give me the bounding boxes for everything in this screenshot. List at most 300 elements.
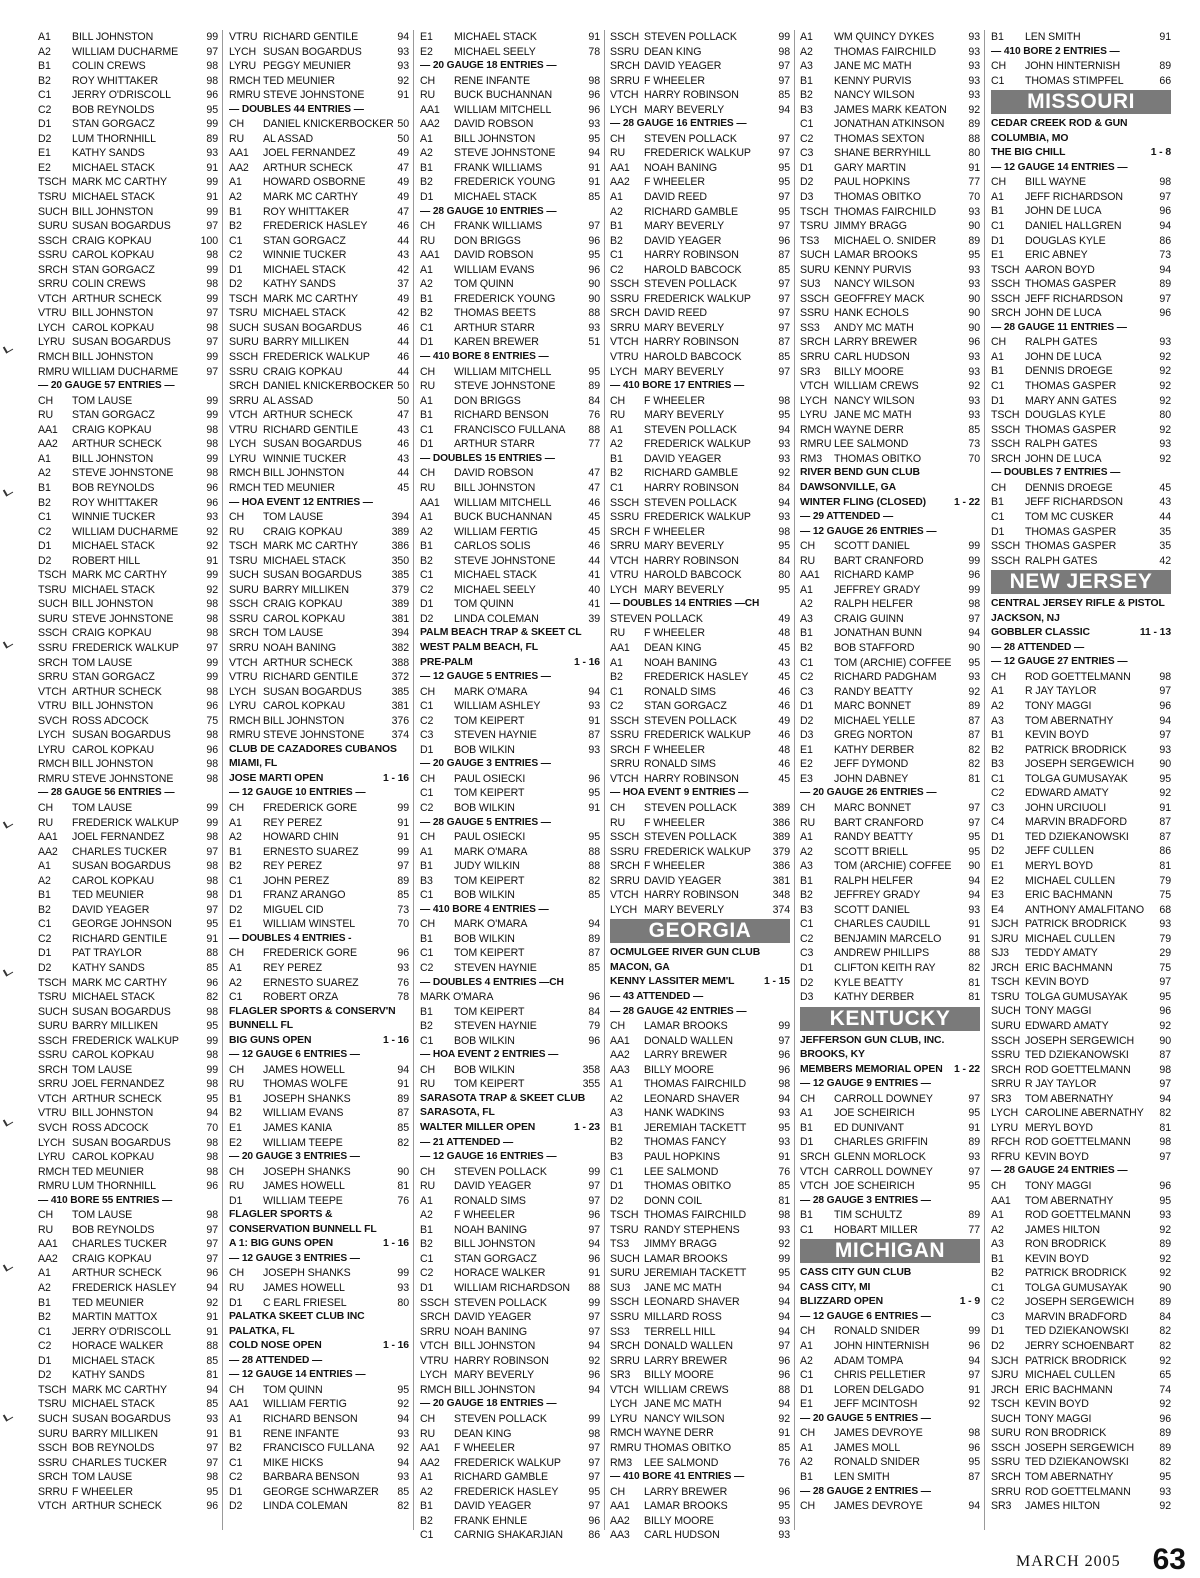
shooter-name: CAROL KOPKAU xyxy=(263,612,346,625)
shooter-class: A1 xyxy=(420,1471,433,1484)
shooter-score: 95 xyxy=(1159,1470,1171,1483)
shooter-name: JEFF RICHARDSON xyxy=(1025,496,1123,509)
shooter-score: 94 xyxy=(1159,220,1171,233)
shooter-class: SRCH xyxy=(38,1471,68,1484)
shooter-name: HOBART MILLER xyxy=(834,1223,918,1236)
shooter-name: FREDERICK WALKUP xyxy=(263,351,370,364)
result-row xyxy=(420,1252,600,1267)
shooter-class: RFCH xyxy=(991,1136,1021,1149)
shooter-name: BILL JOHNSTON xyxy=(72,307,154,320)
shooter-name: F WHEELER xyxy=(644,816,705,829)
shooter-class: LYCH xyxy=(420,1369,448,1382)
shooter-class: C1 xyxy=(38,1325,52,1338)
shooter-class: CH xyxy=(610,801,626,814)
shooter-name: TED DZIEKANOWSKI xyxy=(1025,1325,1129,1338)
shooter-score: 91 xyxy=(397,89,409,102)
shooter-name: FREDERICK HASLEY xyxy=(72,1282,177,1295)
shooter-name: MICHAEL STACK xyxy=(454,31,537,43)
shooter-name: DONN COIL xyxy=(644,1194,702,1207)
shooter-score: 92 xyxy=(588,1354,600,1367)
shooter-name: DAVID YEAGER xyxy=(454,1500,532,1513)
result-row xyxy=(991,277,1171,292)
result-row xyxy=(420,1427,600,1442)
result-row xyxy=(610,1528,790,1543)
shooter-score: 85 xyxy=(968,423,980,436)
result-row xyxy=(38,30,218,45)
shooter-score: 91 xyxy=(397,831,409,844)
shooter-name: BUCK BUCHANNAN xyxy=(454,511,553,524)
shooter-score: 85 xyxy=(778,89,790,102)
shooter-class: SSRU xyxy=(800,307,830,320)
shooter-score: 99 xyxy=(778,1020,790,1033)
shooter-class: D3 xyxy=(800,191,814,204)
shooter-class: SSRU xyxy=(38,641,68,654)
result-row xyxy=(991,1106,1171,1121)
shooter-name: JAMES MOLL xyxy=(834,1441,901,1454)
shooter-score: 98 xyxy=(778,394,790,407)
shooter-class: SURU xyxy=(38,1020,68,1033)
shooter-name: STEVEN POLLACK xyxy=(454,1296,547,1309)
result-row xyxy=(38,568,218,583)
result-row xyxy=(420,408,600,423)
result-row xyxy=(38,1019,218,1034)
result-row xyxy=(800,597,980,612)
shooter-class: AA1 xyxy=(991,1194,1011,1207)
shooter-score: 94 xyxy=(1159,714,1171,727)
shooter-name: BARRY MILLIKEN xyxy=(263,583,349,596)
shooter-class: SURU xyxy=(991,1020,1021,1032)
shooter-name: TED MEUNIER xyxy=(263,481,335,494)
event-header-text: — 20 GAUGE 5 ENTRIES — xyxy=(800,1412,931,1424)
shooter-score: 91 xyxy=(1159,31,1171,43)
shooter-name: NANCY WILSON xyxy=(834,89,915,102)
club-info xyxy=(800,1266,980,1281)
shooter-class: D1 xyxy=(229,1194,243,1207)
shooter-score: 97 xyxy=(778,307,790,320)
result-row xyxy=(610,1514,790,1529)
shooter-name: CARROLL DOWNEY xyxy=(834,1165,933,1178)
shooter-class: D1 xyxy=(420,191,434,204)
shooter-class: C1 xyxy=(610,249,624,262)
shooter-class: SSCH xyxy=(991,1034,1021,1047)
shooter-name: WILLIAM WINSTEL xyxy=(263,918,356,931)
shooter-score: 98 xyxy=(206,74,218,87)
shooter-score: 94 xyxy=(778,1325,790,1338)
event-header-text: — 12 GAUGE 16 ENTRIES — xyxy=(420,1151,557,1163)
club-info xyxy=(229,743,409,758)
result-row xyxy=(610,1339,790,1354)
shooter-name: NANCY WILSON xyxy=(834,394,915,407)
shooter-class: B1 xyxy=(800,1121,813,1134)
event-header xyxy=(991,655,1171,670)
result-row xyxy=(38,1266,218,1281)
event-header-text: — 12 GAUGE 6 ENTRIES — xyxy=(800,1310,931,1322)
shooter-name: SCOTT DANIEL xyxy=(834,903,910,916)
shooter-class: A1 xyxy=(610,656,623,669)
shooter-score: 92 xyxy=(1159,1020,1171,1032)
shooter-score: 90 xyxy=(968,307,980,320)
shooter-score: 93 xyxy=(968,74,980,87)
shooter-name: CARL HUDSON xyxy=(834,351,910,364)
shooter-class: TSRU xyxy=(38,191,67,204)
shooter-class: B1 xyxy=(420,292,433,305)
shooter-score: 39 xyxy=(588,612,600,625)
shooter-class: LYCH xyxy=(229,45,257,58)
shooter-score: 43 xyxy=(1159,496,1171,509)
result-row xyxy=(800,859,980,874)
shooter-score: 89 xyxy=(968,1136,980,1149)
shooter-score: 80 xyxy=(397,1296,409,1309)
shooter-name: NOAH BANING xyxy=(644,161,718,174)
result-row xyxy=(38,1223,218,1238)
shooter-score: 389 xyxy=(391,525,409,538)
result-row xyxy=(991,1426,1171,1441)
shooter-name: TED MEUNIER xyxy=(263,74,335,87)
shooter-class: CH xyxy=(800,1500,816,1513)
shooter-score: 95 xyxy=(206,1020,218,1033)
shooter-class: LYCH xyxy=(38,1136,66,1149)
shooter-name: KYLE BEATTY xyxy=(834,976,904,989)
result-row xyxy=(610,1063,790,1078)
shooter-name: BOB REYNOLDS xyxy=(72,103,155,116)
shooter-score: 98 xyxy=(1159,1136,1171,1149)
event-header-text: — DOUBLES 14 ENTRIES —CH xyxy=(610,598,760,610)
shooter-score: 98 xyxy=(206,772,218,785)
shooter-name: BUCK BUCHANNAN xyxy=(454,89,553,102)
result-row xyxy=(800,1426,980,1441)
event-header xyxy=(420,350,600,365)
shooter-name: ERIC BACHMANN xyxy=(1025,889,1113,902)
shooter-class: E2 xyxy=(229,1136,242,1149)
shooter-name: HOWARD CHIN xyxy=(263,831,339,844)
shooter-class: CH xyxy=(229,1267,245,1280)
shooter-class: D2 xyxy=(800,714,814,727)
event-header xyxy=(229,1252,409,1267)
result-row xyxy=(610,1368,790,1383)
result-row xyxy=(800,277,980,292)
result-row xyxy=(229,976,409,991)
shooter-score: 92 xyxy=(778,1412,790,1425)
shooter-name: MICHAEL STACK xyxy=(263,307,346,320)
shooter-class: A2 xyxy=(38,467,51,480)
shooter-score: 93 xyxy=(1159,438,1171,451)
shooter-name: THOMAS FAIRCHILD xyxy=(644,1209,746,1222)
shooter-score: 97 xyxy=(778,74,790,87)
shooter-score: 89 xyxy=(397,874,409,887)
shooter-score: 95 xyxy=(778,409,790,422)
shooter-score: 46 xyxy=(588,540,600,553)
club-info xyxy=(229,1325,409,1340)
event-header-text: — 12 GAUGE 14 ENTRIES — xyxy=(991,161,1128,173)
club-info xyxy=(800,481,980,496)
shooter-score: 49 xyxy=(778,714,790,727)
result-row xyxy=(38,1383,218,1398)
result-row xyxy=(991,670,1171,685)
shooter-class: SSRU xyxy=(38,249,68,262)
issue-date: MARCH 2005 xyxy=(1016,1553,1121,1570)
result-row xyxy=(229,1441,409,1456)
shooter-score: 89 xyxy=(397,1092,409,1105)
shooter-name: REY PEREZ xyxy=(263,962,322,974)
shooter-class: SRCH xyxy=(610,60,640,73)
shooter-score: 394 xyxy=(391,511,409,524)
shooter-class: LYCH xyxy=(610,365,638,378)
result-row xyxy=(610,190,790,205)
result-row xyxy=(38,146,218,161)
shooter-name: F WHEELER xyxy=(644,743,705,756)
event-header-text: — HOA EVENT 12 ENTRIES — xyxy=(229,496,373,508)
shooter-score: 93 xyxy=(968,278,980,291)
shooter-name: DOUGLAS KYLE xyxy=(1025,234,1106,247)
result-row xyxy=(800,612,980,627)
result-row xyxy=(800,1397,980,1412)
shooter-class: D2 xyxy=(991,845,1005,858)
shooter-score: 82 xyxy=(968,743,980,756)
shooter-name: STAN GORGACZ xyxy=(72,263,155,276)
result-row xyxy=(38,1397,218,1412)
result-row xyxy=(991,961,1171,976)
result-row xyxy=(800,1324,980,1339)
shooter-name: TOLGA GUMUSAYAK xyxy=(1025,990,1128,1003)
shooter-score: 82 xyxy=(1159,1456,1171,1469)
shooter-class: RMCH xyxy=(229,467,261,480)
result-row xyxy=(610,685,790,700)
event-header-text: — 28 GAUGE 16 ENTRIES — xyxy=(610,118,747,130)
shooter-score: 386 xyxy=(772,816,790,829)
shooter-name: BOB WILKIN xyxy=(454,932,515,945)
shooter-class: SJCH xyxy=(991,1354,1019,1367)
shooter-name: JOSEPH SERGEWICH xyxy=(1025,1296,1135,1309)
shooter-name: JOSEPH SERGEWICH xyxy=(1025,1034,1135,1047)
result-row xyxy=(229,59,409,74)
shoot-dates: 1 - 16 xyxy=(383,1034,409,1046)
shooter-class: B1 xyxy=(991,496,1004,509)
result-row xyxy=(420,335,600,350)
shooter-class: RMCH xyxy=(38,351,70,364)
result-row xyxy=(610,1383,790,1398)
shooter-score: 97 xyxy=(588,1325,600,1338)
result-row xyxy=(610,466,790,481)
shooter-class: VTCH xyxy=(610,889,639,902)
result-row xyxy=(610,1194,790,1209)
event-header-text: — 12 GAUGE 26 ENTRIES — xyxy=(800,525,937,537)
shooter-name: LAMAR BROOKS xyxy=(644,1020,728,1033)
shooter-class: E1 xyxy=(800,1398,813,1411)
state-banner xyxy=(610,919,790,943)
shooter-name: F WHEELER xyxy=(644,394,705,407)
shooter-name: LEN SMITH xyxy=(834,1470,890,1483)
result-row xyxy=(991,1499,1171,1514)
shooter-class: LYRU xyxy=(38,1151,66,1164)
shooter-class: E2 xyxy=(38,161,51,174)
result-row xyxy=(991,888,1171,903)
shooter-class: TSRU xyxy=(38,991,67,1004)
shooter-name: MICHAEL STACK xyxy=(72,991,155,1004)
shooter-score: 93 xyxy=(206,147,218,160)
result-row xyxy=(420,1528,600,1543)
shooter-score: 93 xyxy=(1159,336,1171,349)
result-row xyxy=(610,103,790,118)
shooter-name: GEORGE JOHNSON xyxy=(72,918,172,931)
shooter-score: 44 xyxy=(1159,510,1171,523)
shooter-class: CH xyxy=(420,74,436,87)
shooter-class: B3 xyxy=(420,874,433,887)
shooter-score: 93 xyxy=(968,60,980,73)
shooter-name: TERRELL HILL xyxy=(644,1325,716,1338)
shooter-score: 91 xyxy=(968,918,980,931)
shooter-score: 81 xyxy=(968,772,980,785)
shooter-name: FREDERICK YOUNG xyxy=(454,176,556,189)
shooter-name: JEFF CULLEN xyxy=(1025,845,1094,858)
shooter-class: RMCH xyxy=(38,1165,70,1178)
shooter-score: 45 xyxy=(588,525,600,538)
shooter-name: MARK O'MARA xyxy=(454,918,528,931)
shooter-class: LYCH xyxy=(610,1398,638,1411)
result-row xyxy=(229,1165,409,1180)
shooter-name: LEE SALMOND xyxy=(644,1165,719,1178)
shooter-score: 94 xyxy=(778,1296,790,1309)
shooter-score: 389 xyxy=(772,801,790,814)
shooter-class: A1 xyxy=(800,831,813,844)
shooter-score: 97 xyxy=(588,1442,600,1455)
page-number: 63 xyxy=(1152,1543,1186,1576)
event-header-text: — DOUBLES 4 ENTRIES - xyxy=(229,932,352,944)
shooter-score: 92 xyxy=(206,583,218,596)
result-row xyxy=(420,1063,600,1078)
result-row xyxy=(800,903,980,918)
shooter-score: 93 xyxy=(588,700,600,713)
shooter-name: MARY BEVERLY xyxy=(644,540,725,553)
shooter-class: C2 xyxy=(38,1340,52,1353)
shooter-score: 90 xyxy=(968,292,980,305)
shoot-dates: 1 - 16 xyxy=(383,1340,409,1352)
shooter-name: TOM LAUSE xyxy=(72,1471,133,1484)
shooter-score: 49 xyxy=(397,292,409,305)
result-row xyxy=(991,452,1171,467)
shooter-class: A2 xyxy=(229,976,242,989)
shooter-score: 381 xyxy=(391,612,409,625)
shooter-name: THOMAS FAIRCHILD xyxy=(834,45,936,58)
shooter-class: B2 xyxy=(610,1136,623,1149)
club-info-text: JACKSON, NJ xyxy=(991,612,1060,624)
shooter-score: 99 xyxy=(206,816,218,829)
club-info-text: CASS CITY GUN CLUB xyxy=(800,1267,912,1279)
shooter-score: 372 xyxy=(391,671,409,684)
shooter-name: FREDERICK WALKUP xyxy=(644,147,751,160)
shooter-score: 45 xyxy=(778,671,790,684)
shooter-score: 97 xyxy=(778,1340,790,1353)
shooter-score: 84 xyxy=(778,554,790,567)
shooter-name: FREDERICK WALKUP xyxy=(72,816,179,829)
shooter-class: RU xyxy=(229,525,245,538)
result-row xyxy=(38,74,218,89)
shooter-class: RMCH xyxy=(610,1427,642,1440)
shooter-name: KEVIN BOYD xyxy=(1025,1398,1089,1411)
result-row xyxy=(610,1150,790,1165)
state-banner xyxy=(800,1239,980,1263)
shooter-class: TSRU xyxy=(800,220,829,233)
shooter-class: LYCH xyxy=(800,394,828,407)
shooter-class: D1 xyxy=(229,263,243,276)
shooter-score: 94 xyxy=(588,1238,600,1251)
result-row xyxy=(610,1121,790,1136)
shooter-score: 85 xyxy=(206,962,218,974)
shooter-name: KAREN BREWER xyxy=(454,336,539,349)
shooter-class: RU xyxy=(420,234,436,247)
result-row xyxy=(229,423,409,438)
shooter-score: 97 xyxy=(588,1194,600,1207)
shooter-class: SUCH xyxy=(38,598,68,611)
shooter-name: STAN GORGACZ xyxy=(263,234,346,247)
shooter-score: 96 xyxy=(588,1514,600,1527)
result-row xyxy=(38,321,218,336)
shooter-name: ERIC BACHMANN xyxy=(1025,1383,1113,1396)
shooter-class: A1 xyxy=(991,350,1004,363)
shooter-class: VTCH xyxy=(229,409,258,422)
shooter-score: 99 xyxy=(206,292,218,305)
shooter-name: ERNESTO SUAREZ xyxy=(263,976,359,989)
shooter-class: D2 xyxy=(800,976,814,989)
shooter-name: SUSAN BOGARDUS xyxy=(72,1136,171,1149)
shooter-class: VTRU xyxy=(420,1354,449,1367)
result-row xyxy=(38,917,218,932)
shooter-class: AA1 xyxy=(38,831,58,844)
shooter-name: F WHEELER xyxy=(644,525,705,538)
shooter-score: 99 xyxy=(206,656,218,669)
shooter-score: 70 xyxy=(206,1122,218,1135)
shooter-score: 99 xyxy=(206,394,218,407)
result-row xyxy=(38,1296,218,1311)
shooter-class: D2 xyxy=(38,1369,52,1382)
shooter-class: LYCH xyxy=(229,685,257,698)
shooter-class: SRRU xyxy=(991,1485,1021,1498)
result-row xyxy=(229,583,409,598)
shooter-name: HARRY ROBINSON xyxy=(644,249,739,262)
shooter-score: 92 xyxy=(397,1442,409,1455)
shooter-class: A3 xyxy=(800,860,813,873)
shooter-name: RONALD SIMS xyxy=(454,1194,526,1207)
result-row xyxy=(800,554,980,569)
shooter-class: B1 xyxy=(991,205,1004,218)
shooter-score: 93 xyxy=(778,1107,790,1120)
shooter-score: 98 xyxy=(206,612,218,625)
result-row xyxy=(420,597,600,612)
shooter-name: CARL HUDSON xyxy=(644,1529,720,1542)
result-row xyxy=(38,714,218,729)
shooter-class: SJRU xyxy=(991,1369,1019,1382)
shooter-score: 97 xyxy=(588,1223,600,1236)
shooter-score: 97 xyxy=(968,1165,980,1178)
shooter-score: 81 xyxy=(968,991,980,1004)
shooter-score: 85 xyxy=(778,1180,790,1193)
result-row xyxy=(229,1179,409,1194)
shooter-class: CH xyxy=(991,336,1007,349)
shooter-class: VTRU xyxy=(610,569,639,582)
shooter-score: 96 xyxy=(778,1063,790,1076)
shooter-score: 96 xyxy=(206,1500,218,1513)
result-row xyxy=(229,365,409,380)
result-row xyxy=(38,1121,218,1136)
shooter-class: B1 xyxy=(991,729,1004,742)
shooter-name: STEVE JOHNSTONE xyxy=(72,772,174,785)
event-header xyxy=(800,1310,980,1325)
shooter-score: 96 xyxy=(1159,1005,1171,1018)
shooter-name: RONALD SIMS xyxy=(644,758,716,771)
shooter-score: 98 xyxy=(206,1005,218,1018)
shooter-class: SR3 xyxy=(991,1092,1012,1105)
event-header xyxy=(420,1136,600,1151)
result-row xyxy=(38,510,218,525)
